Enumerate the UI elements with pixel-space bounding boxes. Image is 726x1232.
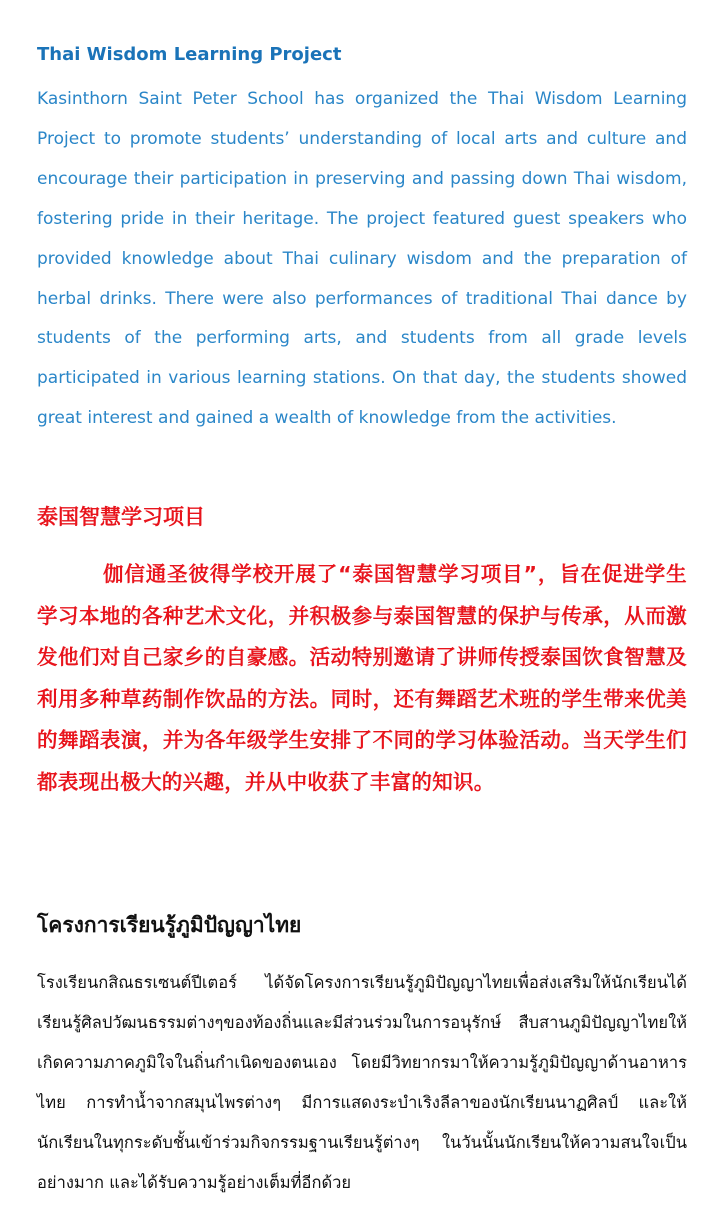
thai-paragraph: โรงเรียนกสิณธรเซนต์ปีเตอร์ ได้จัดโครงการเรียนรู้ภูมิปัญญาไทยเพื่อส่งเสริมให้นักเรียนได้เรียนรู้ศิลปวัฒนธรรมต่างๆของท้องถิ่นและมีส่วนร่วมในการอนุรักษ์ สืบสานภูมิปัญญาไทยให้เกิดความภาคภูมิใจในถิ่นกำเนิดของตนเอง โดยมีวิทยากรมาให้ความรู้ภูมิปัญญาด้านอาหารไทย การทำน้ำจากสมุนไพรต่างๆ มีการแสดงระบำเริงลีลาของนักเรียนนาฏศิลป์ และให้นักเรียนในทุกระดับชั้นเข้าร่วมกิจกรรมฐานเรียนรู้ต่างๆ ในวันนั้นนักเรียนให้ความสนใจเป็นอย่างมาก และได้รับความรู้อย่างเต็มที่อีกด้วย bbox=[37, 973, 687, 1192]
english-paragraph: Kasinthorn Saint Peter School has organized the Thai Wisdom Learning Project to promote students’ understanding of local arts and culture and encourage their participation in preserving and passing down Thai wisdom, fostering pride in their heritage. The project featured guest speakers who provided knowledge about Thai culinary wisdom and the preparation of herbal drinks. There were also performances of traditional Thai dance by students of the performing arts, and students from all grade levels participated in various learning stations. On that day, the students showed great interest and gained a wealth of knowledge from the activities. bbox=[37, 89, 687, 429]
chinese-section bbox=[37, 500, 687, 803]
chinese-paragraph: 伽信通圣彼得学校开展了“泰国智慧学习项目”，旨在促进学生学习本地的各种艺术文化，并积极参与泰国智慧的保护与传承，从而激发他们对自己家乡的自豪感。活动特别邀请了讲师传授泰国饮食智慧及利用多种草药制作饮品的方法。同时，还有舞蹈艺术班的学生带来优美的舞蹈表演，并为各年级学生安排了不同的学习体验活动。当天学生们都表现出极大的兴趣，并从中收获了丰富的知识。 bbox=[37, 562, 687, 794]
english-section bbox=[37, 40, 687, 439]
thai-section bbox=[37, 905, 687, 1203]
chinese-title: 泰国智慧学习项目 bbox=[37, 505, 205, 529]
english-title: Thai Wisdom Learning Project bbox=[37, 44, 342, 65]
thai-title: โครงการเรียนรู้ภูมิปัญญาไทย bbox=[37, 913, 302, 937]
